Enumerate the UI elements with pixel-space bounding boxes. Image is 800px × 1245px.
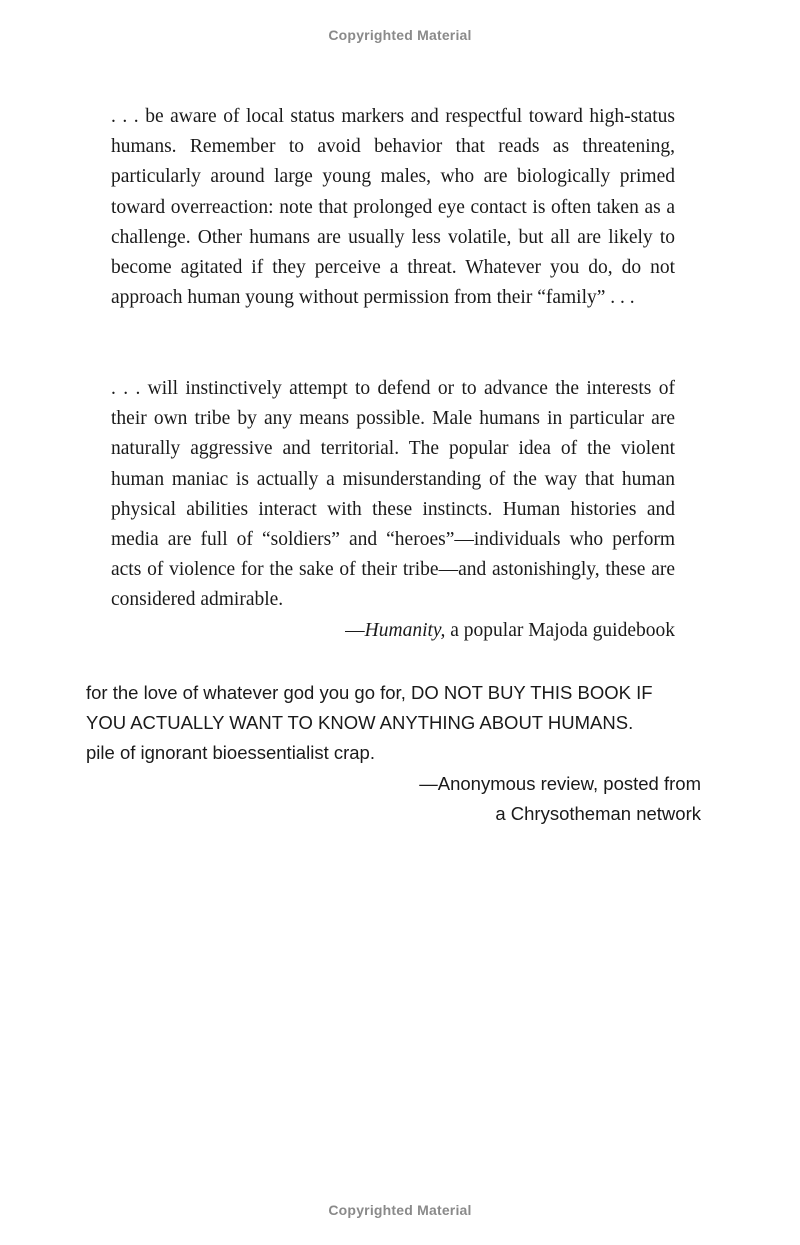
epigraph-paragraph-2: . . . will instinctively attempt to defend or to advance the interests of their own tribe by any means possible. Male humans in particular are naturally aggressive and territorial. The popular idea of the violent human maniac is actually a misunderstanding of the way that human physical abilities interact with these instincts. Human histories and media are full of “soldiers” and “heroes”—individuals who perform acts of violence for the sake of their tribe—and astonishingly, these are considered admirable. [111, 378, 675, 611]
watermark-bottom: Copyrighted Material [328, 1202, 472, 1218]
attribution-source: a popular Majoda guidebook [445, 620, 675, 641]
attribution-dash: — [345, 620, 365, 641]
review-signoff-line: —Anonymous review, posted from [419, 772, 701, 794]
review-signoff-line: a Chrysotheman network [495, 802, 701, 824]
watermark-top: Copyrighted Material [328, 27, 472, 43]
epigraph-paragraph-1: . . . be aware of local status markers and respectful toward high-status humans. Remember to avoid behavior that reads as threatening, particularly around large young males, who are biologically primed toward overreaction: note that prolonged eye contact is often taken as a challenge. Other humans are usually less volatile, but all are likely to become agitated if they perceive a threat. Whatever you do, do not approach human young without permission from their “family” . . . [111, 106, 675, 309]
review-line: for the love of whatever god you go for, DO NOT BUY THIS BOOK IF [86, 682, 653, 703]
attribution-book-title: Humanity, [364, 620, 446, 641]
review-line: YOU ACTUALLY WANT TO KNOW ANYTHING ABOUT HUMANS. [86, 712, 634, 734]
anonymous-review [86, 678, 701, 829]
epigraph-attribution [111, 616, 675, 646]
review-line: pile of ignorant bioessentialist crap. [86, 742, 375, 764]
